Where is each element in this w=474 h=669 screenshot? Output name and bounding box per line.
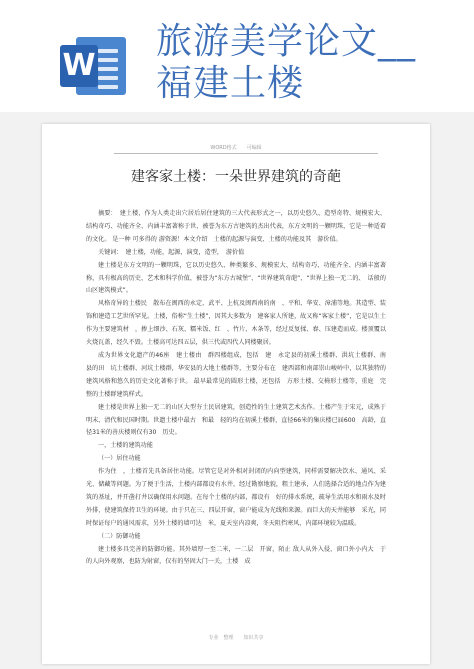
document-page [42,124,430,664]
section-heading: 一，土楼的建筑功能 [98,442,153,450]
banner [0,0,474,112]
word-icon-letter: W [60,45,98,87]
body-paragraph: 作为住 ，土楼首先具备居住功能。尽管它是对外相对封闭的内向型建筑，同样需要解决饮水、通风、采光、储藏等问题。为了便于生活，土楼内部都设有水井，经过勘察地貌，粗土建承，人们选择合适的地点作为建筑的基址，并开凿打井以确保用水问题。在每个土楼的内部，都设有 好的排水系统，疏导生活用水和雨水及时外排，使建筑保持卫生的环境。由于只在三、四层开窗，窗户能成为光线和来源。而巨大的天井能够 采光，同时保证每户的通风需求，另外土楼的墙可达 米，夏天室内凉爽，冬天阻挡寒风，内部环境较为温暖。 [86,468,386,527]
header-rule [114,153,378,154]
document-body [86,208,399,569]
keywords-paragraph: 关键词： 建土楼，功能，起源，演变，造型， 游价值 [98,248,245,256]
body-paragraph: 建土楼是世界上独一无二的山区大型夯土民居建筑，创造性的生土建筑艺术杰作。土楼产生于宋元，成熟于明末、清代和民国时期。世遗土楼中最古 和最 轻的均在初溪土楼群，直径66米的集庆楼已届600 高龄，直径31米的善庆楼则仅有30 历史。 [86,403,386,437]
subsection-heading: （一）居住功能 [98,455,141,463]
page-header: WORD格式 可编辑 [210,145,262,151]
document-title: 建客家土楼：一朵世界建筑的奇葩 [131,169,341,185]
abstract-paragraph: 摘要： 建土楼，作为人类走出穴居后居住建筑的三大代表形式之一，以历史悠久、造型奇特、规模宏大、结构奇巧、功能齐全、内涵丰富著称于世，被誉为东方古建筑的杰出代表，东方文明的一颗明珠，它是一种适着的文化。 是一种 可多得的 游资源！本文介绍 土楼的起源与演变、土楼的功能及其 游价值。 [86,210,386,243]
subsection-heading: （二）防御功能 [98,532,141,540]
banner-title-line1: 旅游美学论文__ [156,21,417,62]
body-paragraph: 风格奇异的土楼民 散布在闽西的永定、武平、上杭及闽西南的南 、平和、华安、漳浦等地。其造型、装饰和建造工艺世所罕见。土楼，俗称“生土楼”，因其大多数为 建客家人所建，故又称“客家土楼”，它是以生土作为主要建筑材 ，掺上细沙、石灰、糯米饭、红 、竹片、木条等，经过反复揉、舂、压建造而成。楼顶覆以火烧瓦盖，经久不毁。土楼高可达四五层，供三代或四代人同楼聚居。 [86,300,386,347]
body-paragraph: 建土楼多具完善的防御功能。其外墙厚一至二米，一二层 开窗，陌止 敌人从外入侵，窗口外小内大 于 的人向外观察，也防为射窗，仅有的坚固大门一关，土楼 成 [86,545,399,566]
word-icon [60,33,128,99]
body-paragraph: 建土楼是东方文明的一颗明珠，它以历史悠久、种类繁多、规模宏大、结构奇巧、功能齐全、内涵丰富著称，具有极高的历史、艺术和科学价值，被誉为“东方古城堡”、“世界建筑奇葩”、“世界上独一无二的、 话般的山区建筑模式”。 [86,261,386,295]
banner-title-line2: 福建土楼 [156,63,305,104]
body-paragraph: 成为世界文化遗产的46座 建土楼由 群四楼组成，包括 建 永定县的初溪土楼群、洪坑土楼群、南 县的田 坑土楼群、河坑土楼群，华安县的大地土楼群等，主要分布在 建西部和南部崇山峻岭中，以其独特的建筑风格和悠久的历史文化著称于世。 最早最常见的圆形土楼，还包括 方形土楼、交椅形土楼等，重庭 完整的土楼群建筑样式。 [86,351,393,398]
page-footer: 专业 整理 知识共享 [208,635,264,641]
